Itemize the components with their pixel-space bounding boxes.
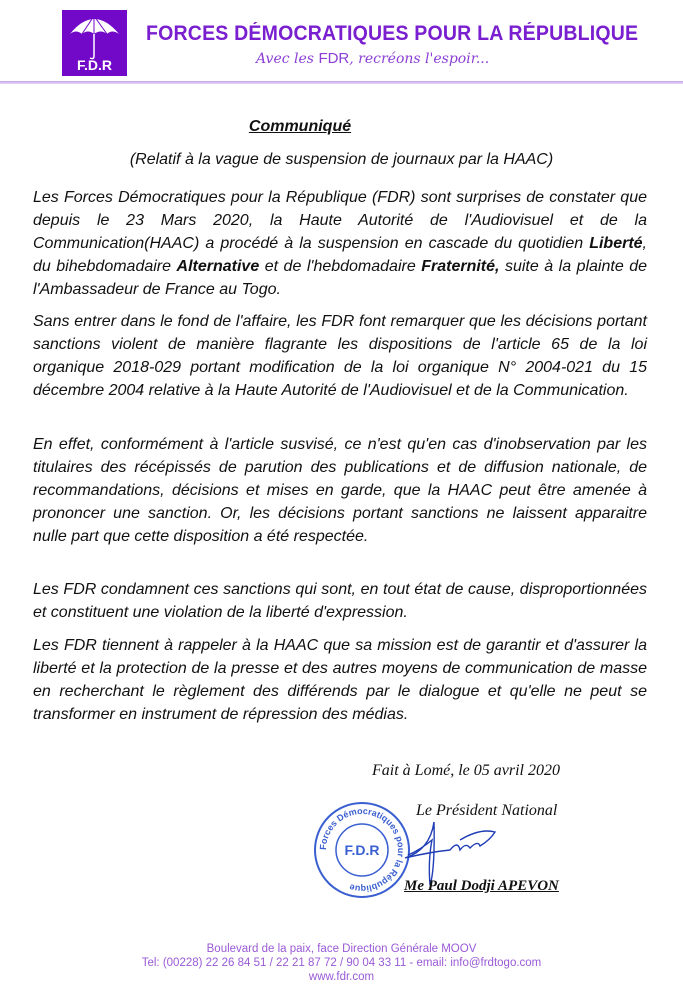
org-name: FORCES DÉMOCRATIQUES POUR LA RÉPUBLIQUE	[146, 22, 639, 45]
umbrella-icon	[62, 10, 127, 60]
footer-contact: Tel: (00228) 22 26 84 51 / 22 21 87 72 / 90 04 33 11 - email: info@frdtogo.com	[141, 957, 542, 969]
svg-text:F.D.R: F.D.R	[344, 842, 380, 858]
paragraph-4: Les FDR condamnent ces sanctions qui sont, en tout état de cause, disproportionnées et constituent une violation de la liberté d'expression.	[33, 581, 647, 621]
fdr-logo	[62, 10, 127, 76]
paragraph-3: En effet, conformément à l'article susvisé, ce n'est qu'en cas d'inobservation par les titulaires des récépissés de parution des publications et de diffusion nationale, de recommandations, décisions et mises en garde, que la HAAC peut être amenée à prononcer une sanction. Or, les décisions portant sanctions ne laissent apparaitre nulle part que cette disposition a été respectée.	[33, 436, 647, 545]
footer	[0, 942, 683, 984]
signer-role: Le Président National	[416, 802, 558, 819]
place-date: Fait à Lomé, le 05 avril 2020	[372, 762, 560, 779]
footer-website[interactable]: www.fdr.com	[308, 971, 375, 983]
svg-text:Forces Démocratiques pour la R: Forces Démocratiques pour la République	[317, 805, 407, 895]
paragraph-1: Les Forces Démocratiques pour la République (FDR) sont surprises de constater que depuis le 23 Mars 2020, la Haute Autorité de l'Audiovisuel et de la Communication(HAAC) a procédé à la suspension en cascade du quotidien Liberté, du bihebdomadaire Alternative et de l'hebdomadaire Fraternité, suite à la plainte de l'Ambassadeur de France au Togo.	[33, 189, 648, 298]
signer-name: Me Paul Dodji APEVON	[404, 878, 559, 894]
slogan: Avec les FDR, recréons l'espoir...	[256, 50, 490, 67]
footer-address: Boulevard de la paix, face Direction Générale MOOV	[206, 943, 477, 955]
paragraph-2: Sans entrer dans le fond de l'affaire, les FDR font remarquer que les décisions portant sanctions violent de manière flagrante les dispositions de l'article 65 de la loi organique 2018-029 portant modification de la loi organique N° 2004-021 du 15 décembre 2004 relative à la Haute Autorité de l'Audiovisuel et de la Communication.	[33, 313, 647, 399]
paragraph-5: Les FDR tiennent à rappeler à la HAAC que sa mission est de garantir et d'assurer la liberté et la protection de la presse et des autres moyens de communication de masse en recherchant le règlement des différends par le dialogue et qu'elle ne peut se transformer en instrument de répression des médias.	[33, 637, 647, 723]
official-stamp	[312, 800, 412, 905]
logo-text: F.D.R	[77, 57, 112, 73]
header-divider	[0, 81, 683, 84]
document-title: Communiqué	[248, 118, 352, 135]
document-subtitle: (Relatif à la vague de suspension de journaux par la HAAC)	[129, 151, 554, 168]
